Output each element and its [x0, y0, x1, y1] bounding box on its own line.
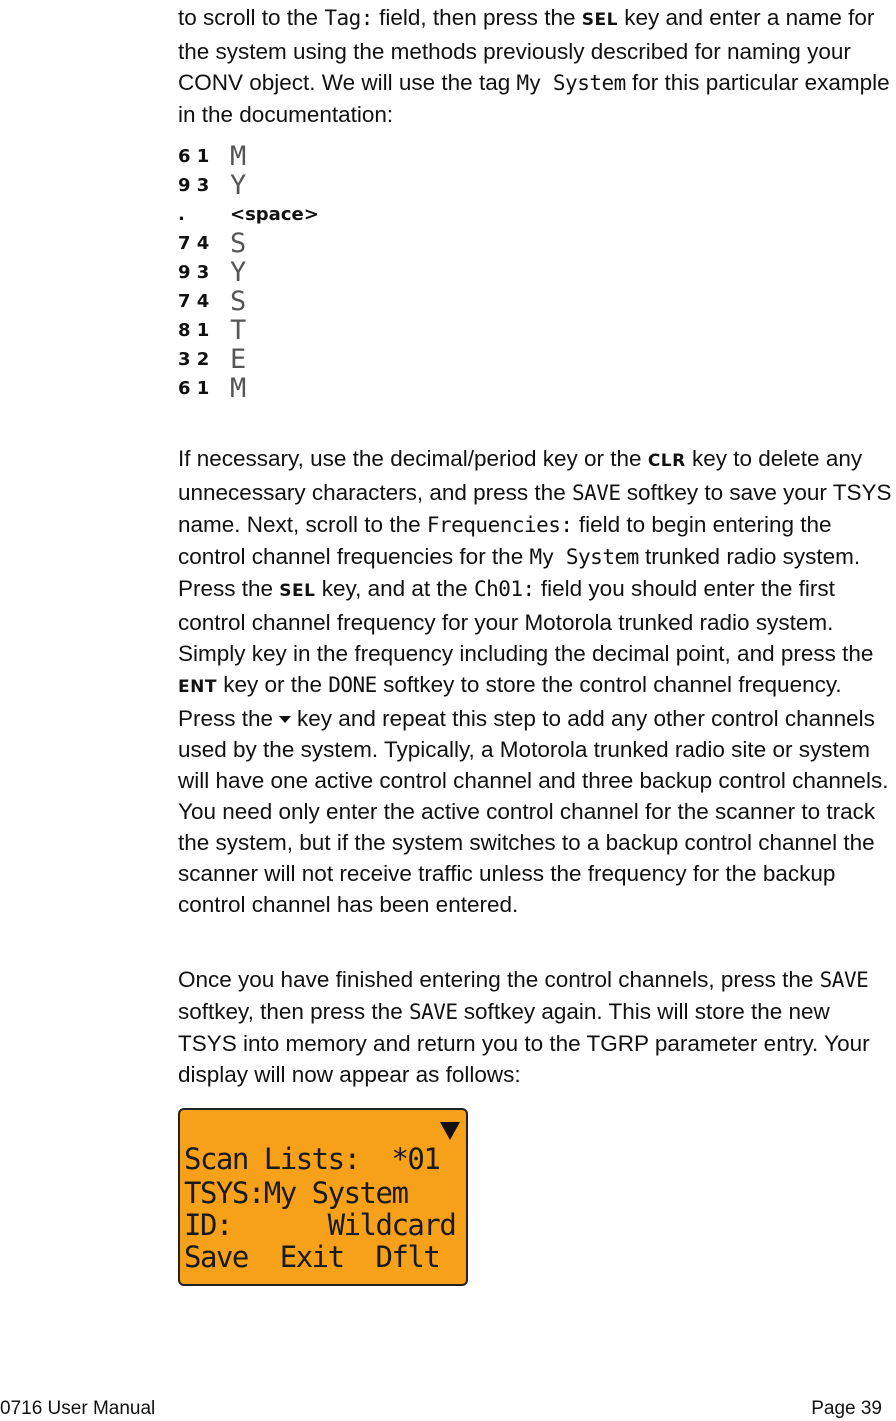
key-step: 9 3 Y — [178, 257, 247, 288]
key-entry-steps — [178, 142, 319, 403]
key-step: 7 4 S — [178, 286, 247, 317]
completion-paragraph: Once you have finished entering the control channels, press the SAVE softkey, then press the SAVE softkey again. This will store the new TSYS into memory and return you to the TGRP parameter entry. Your display will now appear as follows: — [178, 967, 870, 1087]
display-line-id: ID: Wildcard — [184, 1208, 456, 1242]
display-softkeys: Save Exit Dflt — [184, 1240, 440, 1274]
intro-paragraph: to scroll to the Tag: field, then press the SEL key and enter a name for the system using the methods previously described for naming your CONV object. We will use the tag My System for this particular example in the documentation: — [178, 5, 890, 127]
key-step: . <space> — [178, 204, 319, 225]
scanner-lcd-display — [178, 1108, 468, 1286]
key-step: 6 1 M — [178, 373, 247, 404]
my-system-tag: My System — [516, 71, 626, 95]
key-step: 9 3 Y — [178, 170, 247, 201]
frequencies-field-label: Frequencies: — [426, 513, 573, 537]
ch01-field-label: Ch01: — [473, 577, 535, 601]
key-step: 6 1 M — [178, 141, 247, 172]
footer-manual-title: 0716 User Manual — [0, 1398, 156, 1419]
down-arrow-icon — [279, 716, 291, 723]
sel-key-label: SEL — [279, 581, 316, 601]
display-line-tsys: TSYS:My System — [184, 1176, 408, 1210]
scroll-down-arrow-icon — [440, 1122, 460, 1140]
clr-key-label: CLR — [647, 451, 686, 471]
done-softkey-label: DONE — [328, 673, 377, 697]
tag-field-label: Tag: — [324, 6, 373, 30]
display-line-scan-lists: Scan Lists: *01 — [184, 1142, 440, 1176]
ent-key-label: ENT — [178, 677, 217, 697]
footer-page-number: Page 39 — [811, 1398, 882, 1419]
my-system-tag: My System — [529, 545, 639, 569]
key-step: 7 4 S — [178, 228, 247, 259]
instructions-paragraph: If necessary, use the decimal/period key or the CLR key to delete any unnecessary characters, and press the SAVE softkey to save your TSYS name. Next, scroll to the Frequencies: field to begin entering the control channel frequencies for the My System trunked radio system. Press the SEL key, and at the Ch01: field you should enter the first control channel frequency for your Motorola trunked radio system. Simply key in the frequency including the decimal point, and press the ENT key or the DONE softkey to store the control channel frequency. Press the key and repeat this step to add any other control channels used by the system. Typically, a Motorola trunked radio site or system will have one active control channel and three backup control channels. You need only enter the active control channel for the scanner to track the system, but if the system switches to a backup control channel the scanner will not receive traffic unless the frequency for the backup control channel has been entered. — [178, 446, 892, 917]
key-step: 8 1 T — [178, 315, 247, 346]
key-step: 3 2 E — [178, 344, 247, 375]
sel-key-label: SEL — [581, 10, 618, 30]
save-softkey-label: SAVE — [408, 1000, 458, 1024]
save-softkey-label: SAVE — [571, 481, 621, 505]
save-softkey-label: SAVE — [819, 968, 869, 992]
